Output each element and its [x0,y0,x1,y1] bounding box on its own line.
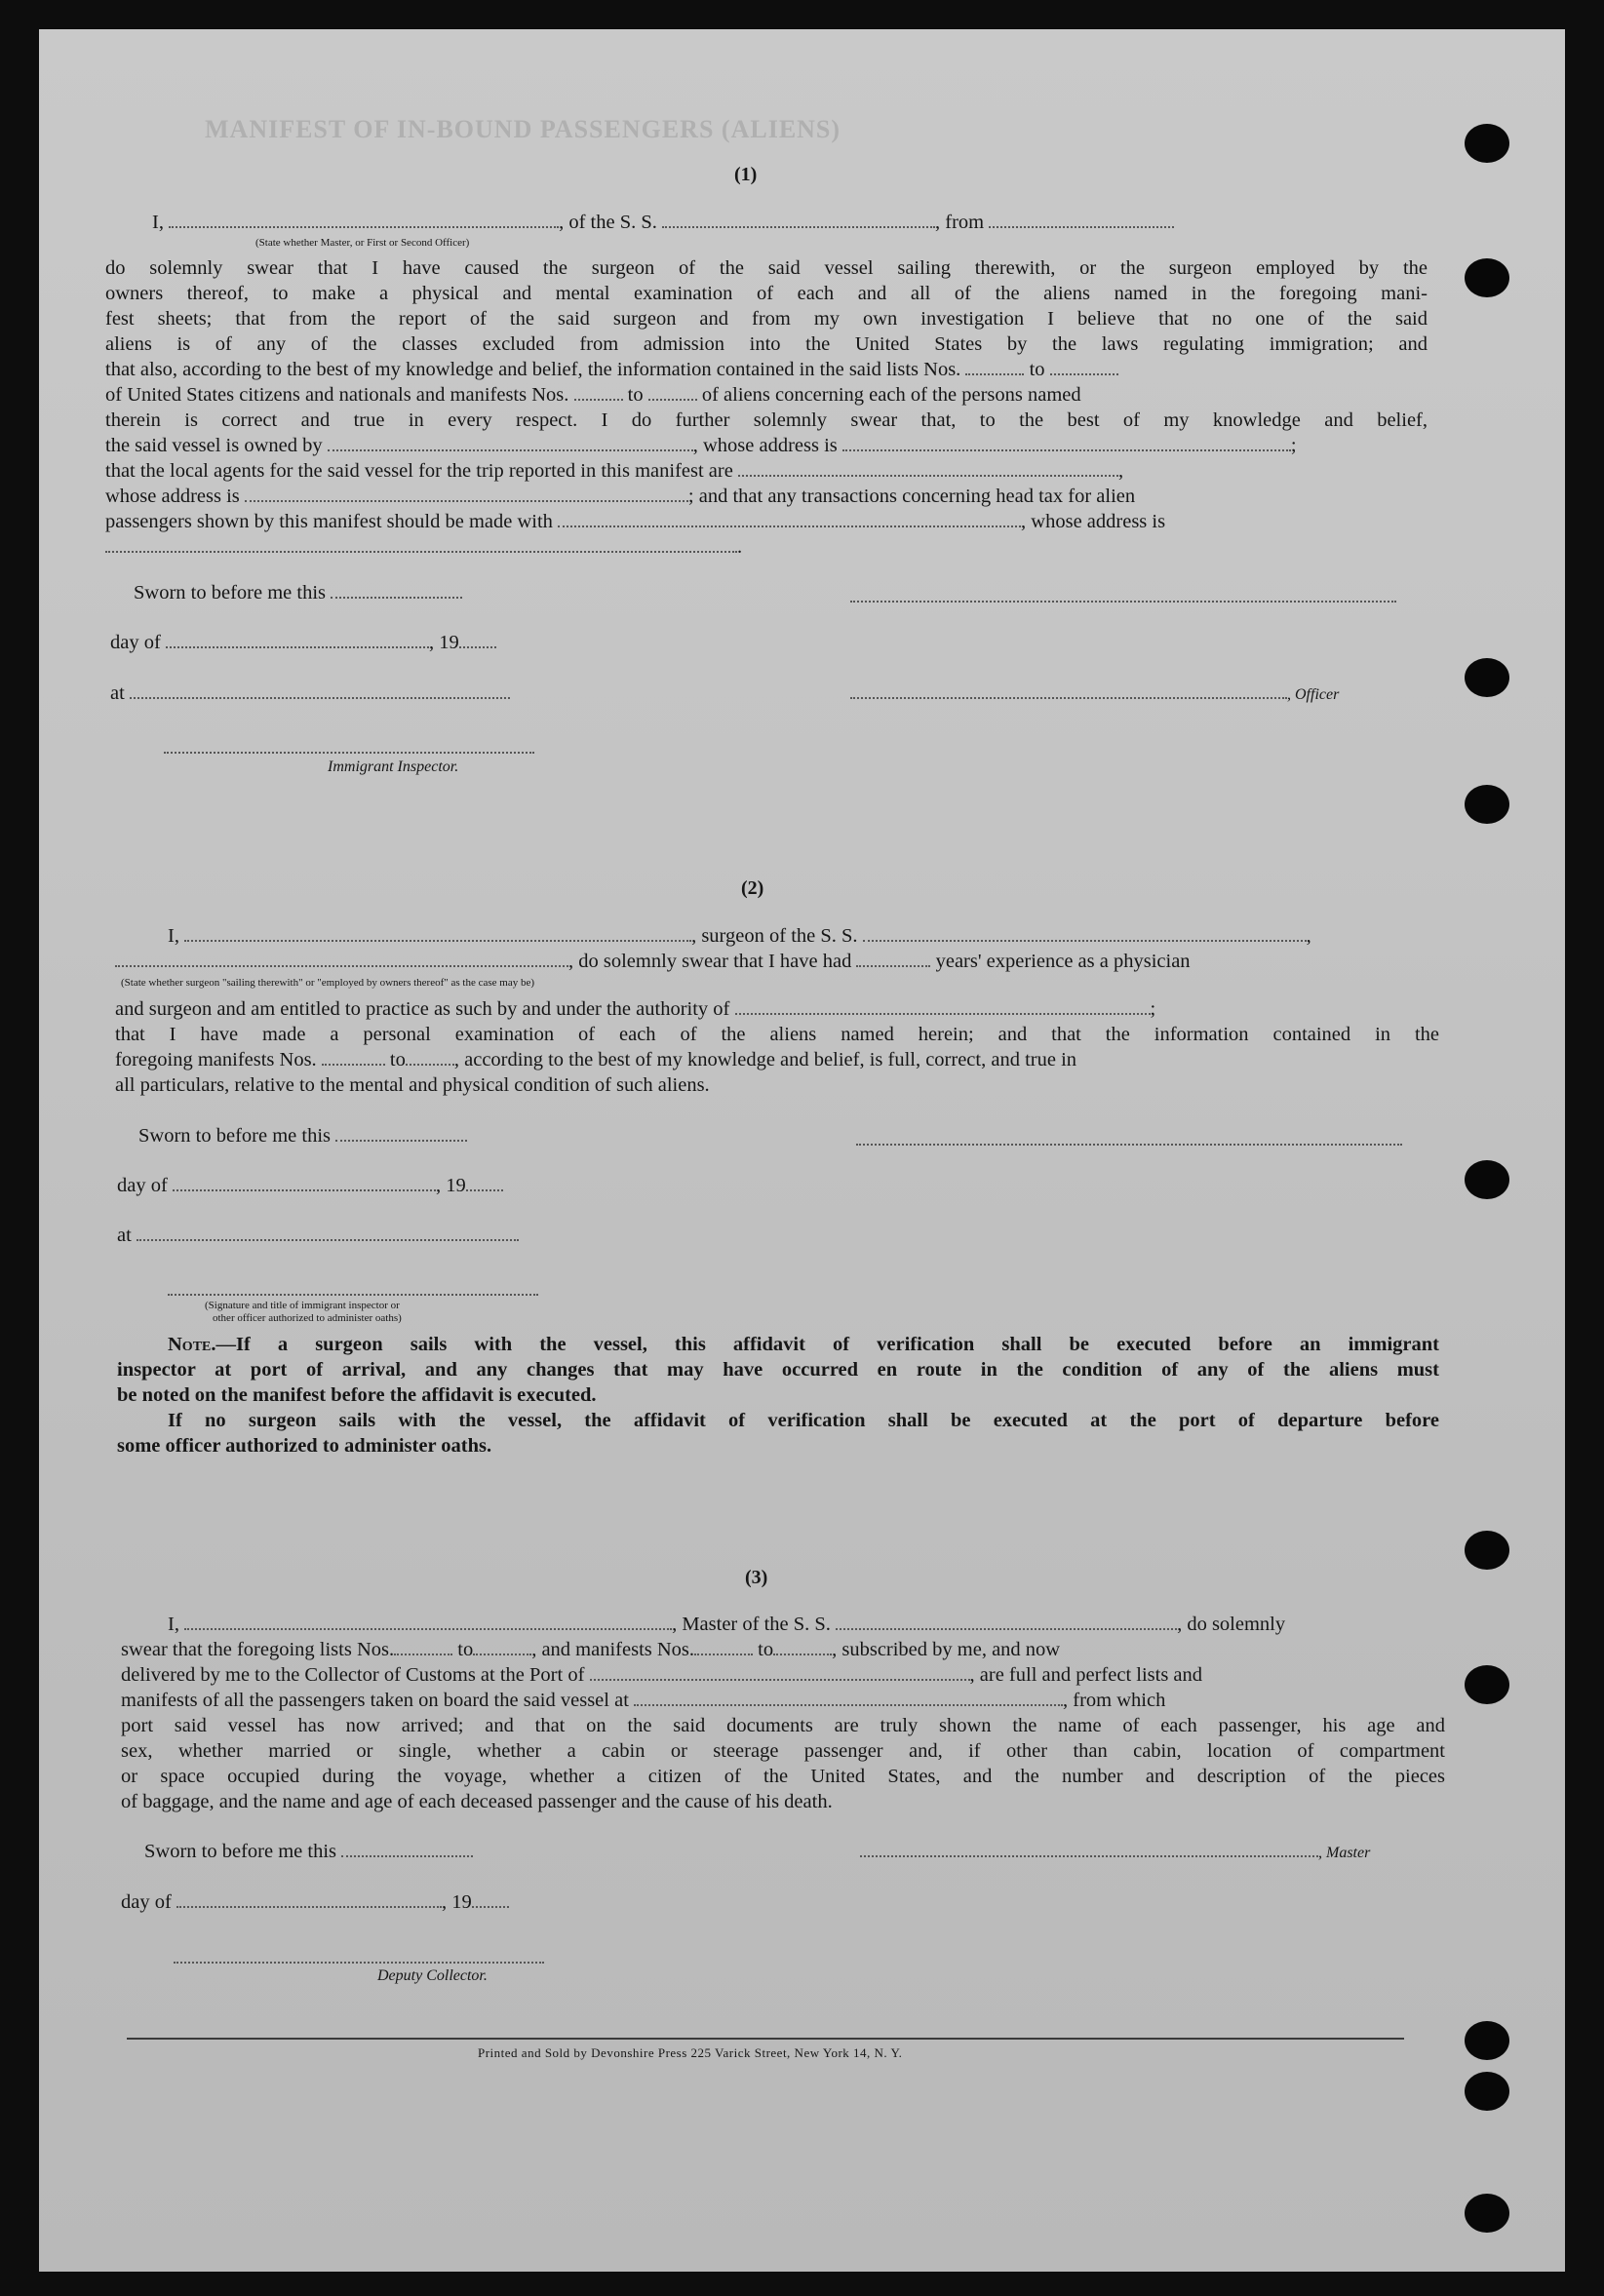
paragraph-line: port said vessel has now arrived; and that on the said documents are truly shown the name of each passenger, his age and [121,1715,1445,1736]
surgeon-signature-field[interactable] [856,1144,1402,1146]
field-hint: (State whether surgeon "sailing therewith" or "employed by owners thereof" as the case may be) [121,977,535,989]
inspector-signature-field[interactable] [164,752,534,754]
faint-header: MANIFEST OF IN-BOUND PASSENGERS (ALIENS) [205,115,841,143]
surgeon-name-field[interactable] [184,926,691,942]
binder-hole [1465,785,1509,824]
master-signature-field[interactable] [860,1842,1318,1857]
binder-hole [1465,658,1509,697]
binder-hole [1465,258,1509,297]
surgeon-line: I, , surgeon of the S. S. , [168,925,1311,947]
agents-address-field[interactable] [245,486,688,502]
printer-imprint: Printed and Sold by Devonshire Press 225 Varick Street, New York 14, N. Y. [478,2045,903,2060]
paragraph-line: sex, whether married or single, whether a cabin or steerage passenger and, if other than cabin, location of compartment [121,1740,1445,1762]
note-line: be noted on the manifest before the affidavit is executed. [117,1384,597,1406]
paragraph-line: that also, according to the best of my knowledge and belief, the information contained in the said lists Nos. to [105,359,1118,381]
paragraph-line: the said vessel is owned by , whose address is ; [105,435,1297,456]
surgeon-manifests-to-field[interactable] [406,1050,454,1066]
binder-hole [1465,124,1509,163]
vessel-owner-field[interactable] [328,436,693,451]
manifests-to-field[interactable] [773,1640,832,1655]
section-number: (3) [745,1567,768,1588]
paragraph-line: therein is correct and true in every respect. I do further solemnly swear that, to the best of my knowledge and belief, [105,409,1428,431]
paragraph-line: manifests of all the passengers taken on board the said vessel at , from which [121,1690,1166,1711]
head-tax-address-field[interactable] [105,537,737,553]
day-line: day of , 19 [121,1891,509,1914]
witness-caption: other officer authorized to administer oaths) [213,1312,402,1324]
binder-hole [1465,2194,1509,2233]
paragraph-line: owners thereof, to make a physical and mental examination of each and all of the aliens named in the foregoing mani- [105,283,1428,304]
section-number: (1) [734,164,758,185]
sworn-day-field[interactable] [341,1842,473,1857]
officer-name-field[interactable] [850,683,1287,699]
paragraph-line: of United States citizens and nationals and manifests Nos. to of aliens concerning each of the persons named [105,384,1081,406]
declarant-name-field[interactable] [169,213,559,228]
note-line: inspector at port of arrival, and any changes that may have occurred en route in the condition of any of the aliens must [117,1359,1439,1381]
sworn-line: Sworn to before me this [144,1841,473,1863]
binder-hole [1465,1160,1509,1199]
paragraph-line: delivered by me to the Collector of Customs at the Port of , are full and perfect lists and [121,1664,1203,1686]
year-field[interactable] [459,633,496,648]
master-name-field[interactable] [184,1615,672,1630]
note-line: some officer authorized to administer oaths. [117,1435,492,1457]
document-page [39,29,1565,2272]
day-line: day of , 19 [117,1175,503,1197]
paragraph-line: fest sheets; that from the report of the said surgeon and from my own investigation I believe that no one of the said [105,308,1428,330]
witness-caption: (Signature and title of immigrant inspector or [205,1300,400,1311]
binder-hole [1465,1665,1509,1704]
deputy-caption: Deputy Collector. [377,1967,488,1984]
paragraph-line: . [105,536,742,559]
local-agents-field[interactable] [738,461,1118,477]
note-line: If no surgeon sails with the vessel, the affidavit of verification shall be executed at the port of departure before [168,1410,1439,1431]
day-of-field[interactable] [166,633,429,648]
paragraph-line: passengers shown by this manifest should be made with , whose address is [105,511,1166,532]
master-line: I, , Master of the S. S. , do solemnly [168,1614,1286,1635]
lists-to-field[interactable] [473,1640,531,1655]
surgeon-status-field[interactable] [115,952,568,967]
inspector-caption: Immigrant Inspector. [328,759,459,775]
paragraph-line: that the local agents for the said vessel for the trip reported in this manifest are , [105,460,1124,482]
head-tax-party-field[interactable] [558,512,1021,527]
owner-address-field[interactable] [842,436,1291,451]
manifests-from-field[interactable] [574,385,623,401]
surgeon-manifests-from-field[interactable] [322,1050,385,1066]
paragraph-line: and surgeon and am entitled to practice as such by and under the authority of ; [115,998,1156,1020]
footer-rule [127,2038,1404,2040]
note-line: Note.—If a surgeon sails with the vessel, this affidavit of verification shall be executed before an immigrant [168,1334,1439,1355]
lists-from-field[interactable] [965,360,1024,375]
paragraph-line: all particulars, relative to the mental and physical condition of such aliens. [115,1074,710,1096]
sworn-line: Sworn to before me this [134,582,462,604]
at-line: at [117,1225,519,1247]
section-number: (2) [741,877,764,899]
officer-line: , Officer [850,682,1339,705]
binder-hole [1465,1531,1509,1570]
paragraph-line: that I have made a personal examination of each of the aliens named herein; and that the information contained in the [115,1024,1439,1045]
officer-signature-field[interactable] [850,601,1396,603]
port-of-arrival-field[interactable] [590,1665,970,1681]
lists-from-field[interactable] [394,1640,452,1655]
at-line: at [110,682,510,705]
paragraph-line: swear that the foregoing lists Nos. to , and manifests Nos. to , subscribed by me, and now [121,1639,1061,1660]
paragraph-line: aliens is of any of the classes excluded from admission into the United States by the laws regulating immigration; and [105,333,1428,355]
witness-signature-field[interactable] [168,1294,538,1296]
vessel-name-field[interactable] [662,213,935,228]
port-of-embarkation-field[interactable] [634,1691,1063,1706]
day-line: day of , 19 [110,632,496,654]
master-vessel-field[interactable] [836,1615,1177,1630]
years-experience-field[interactable] [856,952,930,967]
paragraph-line: foregoing manifests Nos. to , according to the best of my knowledge and belief, is full, correct, and true in [115,1049,1077,1070]
master-sign-line: , Master [860,1841,1370,1863]
deputy-collector-signature-field[interactable] [174,1962,544,1964]
year-field[interactable] [472,1892,509,1908]
paragraph-line: do solemnly swear that I have caused the surgeon of the said vessel sailing therewith, or the surgeon employed by the [105,257,1428,279]
paragraph-line: of baggage, and the name and age of each deceased passenger and the cause of his death. [121,1791,833,1812]
at-place-field[interactable] [130,683,510,699]
declarant-line: I, , of the S. S. , from [152,212,1174,234]
binder-hole [1465,2021,1509,2060]
sworn-day-field[interactable] [331,583,462,599]
day-of-field[interactable] [176,1892,442,1908]
surgeon-vessel-field[interactable] [863,926,1307,942]
manifests-to-field[interactable] [648,385,697,401]
paragraph-line: whose address is ; and that any transactions concerning head tax for alien [105,486,1136,507]
field-hint: (State whether Master, or First or Second Officer) [255,237,470,249]
manifests-from-field[interactable] [694,1640,753,1655]
from-port-field[interactable] [989,213,1174,228]
day-of-field[interactable] [173,1176,436,1191]
sworn-day-field[interactable] [335,1126,467,1142]
paragraph-line: or space occupied during the voyage, whether a citizen of the United States, and the number and description of the pieces [121,1766,1445,1787]
binder-hole [1465,2072,1509,2111]
lists-to-field[interactable] [1050,360,1118,375]
year-field[interactable] [466,1176,503,1191]
surgeon-line-2: , do solemnly swear that I have had years' experience as a physician [115,951,1191,973]
at-place-field[interactable] [137,1226,519,1241]
authority-field[interactable] [735,999,1151,1015]
sworn-line: Sworn to before me this [138,1125,467,1148]
